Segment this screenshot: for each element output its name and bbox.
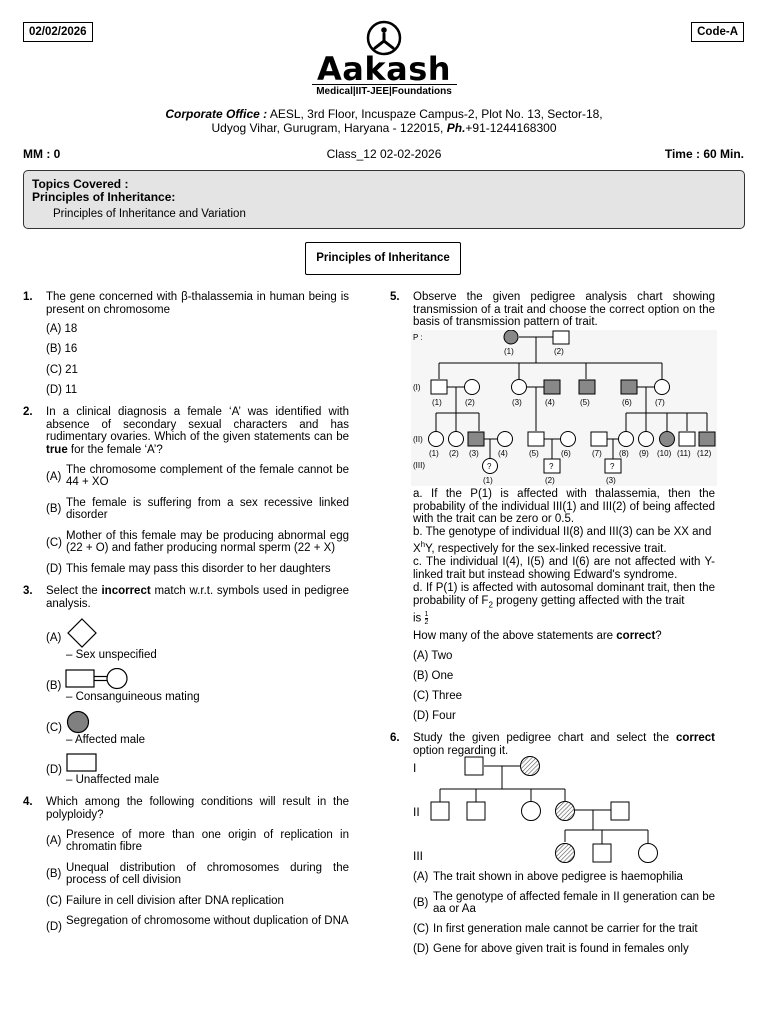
q6-option-a-label[interactable]: (A) [413,871,429,883]
q3-option-a-text[interactable]: – Sex unspecified [66,649,157,661]
q1-option-b[interactable]: (B) 16 [46,343,78,355]
unaffected-male-square-icon [66,753,98,776]
svg-text:(4): (4) [498,449,508,458]
q4-option-b-text[interactable]: Unequal distribution of chromosomes during the process of cell division [66,862,349,886]
q2-option-d-label[interactable]: (D) [46,563,62,575]
svg-text:(2): (2) [449,449,459,458]
q6-text: Study the given pedigree chart and select the correct option regarding it. [413,732,715,757]
svg-text:(5): (5) [580,398,590,407]
q4-option-a-label[interactable]: (A) [46,835,62,847]
q4-text: Which among the following conditions will result in the polyploidy? [46,796,349,821]
q1-number: 1. [23,291,33,303]
date-badge [23,22,93,42]
q3-option-a-label[interactable]: (A) [46,632,62,644]
q3-text: Select the incorrect match w.r.t. symbols used in pedigree analysis. [46,585,349,610]
fraction-numerator: 1 [424,611,429,618]
q6-option-c-label[interactable]: (C) [413,923,429,935]
svg-text:?: ? [487,462,492,471]
q6-option-a-text[interactable]: The trait shown in above pedigree is haemophilia [433,871,683,883]
q5-option-b[interactable]: (B) One [413,670,454,682]
q6-option-c-text[interactable]: In first generation male cannot be carrier for the trait [433,923,698,935]
svg-text:(1): (1) [504,347,514,356]
svg-text:(III): (III) [413,461,425,470]
q3-number: 3. [23,585,33,597]
office-address2: Udyog Vihar, Gurugram, Haryana - 122015, [211,121,447,135]
svg-text:P :: P : [413,333,423,342]
q5-text: Observe the given pedigree analysis chart showing transmission of a trait and choose the correct option on the basis of transmission pattern of trait. [413,291,715,328]
q1-text: The gene concerned with β-thalassemia in human being is present on chromosome [46,291,349,316]
svg-text:(1): (1) [429,449,439,458]
office-address1: AESL, 3rd Floor, Incuspaze Campus-2, Plot No. 13, Sector-18, [267,107,603,121]
q1-option-c[interactable]: (C) 21 [46,364,78,376]
q5-statement-b1: b. The genotype of individual II(8) and III(3) can be XX and [413,526,712,538]
q2-option-b-text[interactable]: The female is suffering from a sex recessive linked disorder [66,497,349,521]
q5-statement-b2: $X^hY$, respectively for the sex-linked recessive trait. [413,540,667,555]
svg-text:(I): (I) [413,383,421,392]
q5-statement-d2: is $\frac{1}{2}$ [413,611,429,626]
q5-option-d[interactable]: (D) Four [413,710,456,722]
corporate-office-line1 [84,107,684,121]
svg-text:(5): (5) [529,449,539,458]
section-title: Principles of Inheritance [305,242,461,275]
svg-text:(1): (1) [432,398,442,407]
q4-option-c-text[interactable]: Failure in cell division after DNA replication [66,895,284,907]
q2-option-c-label[interactable]: (C) [46,537,62,549]
svg-text:(7): (7) [655,398,665,407]
svg-text:(1): (1) [483,476,493,485]
class-label: Class_12 02-02-2026 [326,147,442,161]
svg-text:(3): (3) [469,449,479,458]
q3-option-d-label[interactable]: (D) [46,764,62,776]
svg-text:?: ? [549,462,554,471]
phone-label: Ph. [446,121,466,135]
fraction-denominator: 2 [424,619,429,626]
svg-text:?: ? [610,462,615,471]
max-marks: MM : 0 [23,147,61,161]
q4-option-c-label[interactable]: (C) [46,895,62,907]
svg-text:(7): (7) [592,449,602,458]
svg-text:II: II [413,805,420,819]
svg-text:(3): (3) [512,398,522,407]
svg-text:(2): (2) [465,398,475,407]
affected-female-icon [66,710,90,737]
code-text: Code-A [697,26,738,38]
q2-text: In a clinical diagnosis a female ‘A’ was identified with absence of secondary sexual characters and has rudimentary ovaries. Which of the given statements can be true for the female ‘A’? [46,406,349,456]
topics-label: Topics Covered : [32,177,129,191]
q5-option-c[interactable]: (C) Three [413,690,462,702]
q6-option-d-label[interactable]: (D) [413,943,429,955]
topics-box [23,170,745,229]
svg-text:(6): (6) [561,449,571,458]
q3-option-c-label[interactable]: (C) [46,722,62,734]
q5-statement-c: c. The individual I(4), I(5) and I(6) are not affected with Y-linked trait but instead showing Edward's syndrome. [413,556,715,581]
q1-option-a[interactable]: (A) 18 [46,323,78,335]
q6-option-b-label[interactable]: (B) [413,897,429,909]
q4-number: 4. [23,796,33,808]
code-badge [691,22,744,42]
topics-item: Principles of Inheritance and Variation [53,208,246,220]
svg-text:(11): (11) [677,449,691,458]
q5-statement-a: a. If the P(1) is affected with thalassemia, then the probability of the individual III(1) and III(2) of being affected with the trait can be zero or 0.5. [413,488,715,525]
q2-number: 2. [23,406,33,418]
q4-option-d-label[interactable]: (D) [46,921,62,933]
svg-text:(6): (6) [622,398,632,407]
office-label: Corporate Office : [165,107,268,121]
q3-option-b-label[interactable]: (B) [46,680,62,692]
q5-pedigree-chart [411,330,717,489]
q2-option-a-text[interactable]: The chromosome complement of the female cannot be 44 + XO [66,464,349,488]
q2-option-b-label[interactable]: (B) [46,503,62,515]
q4-option-d-text[interactable]: Segregation of chromosome without duplication of DNA [66,915,349,927]
q3-option-c-text[interactable]: – Affected male [66,734,146,746]
q3-option-d-text[interactable]: – Unaffected male [66,774,160,786]
brand-tagline: Medical|IIT-JEE|Foundations [316,86,452,97]
q5-ask: How many of the above statements are correct? [413,630,662,642]
svg-text:(2): (2) [554,347,564,356]
corporate-office-line2 [84,121,684,135]
q6-option-d-text[interactable]: Gene for above given trait is found in females only [433,943,689,955]
svg-text:I: I [413,761,417,775]
svg-text:(2): (2) [545,476,555,485]
q4-option-a-text[interactable]: Presence of more than one origin of replication in chromatin fibre [66,829,349,853]
svg-text:(10): (10) [657,449,672,458]
q5-option-a[interactable]: (A) Two [413,650,453,662]
svg-text:(9): (9) [639,449,649,458]
q1-option-d[interactable]: (D) 11 [46,384,78,396]
office-phone: +91-1244168300 [465,121,557,135]
diamond-symbol-icon [66,618,98,651]
q3-option-b-text[interactable]: – Consanguineous mating [66,691,200,703]
q5-number: 5. [390,291,400,303]
q6-pedigree-chart [410,752,670,870]
brand-name: Aakash [316,50,452,88]
q6-number: 6. [390,732,400,744]
svg-text:(II): (II) [413,435,423,444]
svg-text:(12): (12) [697,449,712,458]
svg-text:III: III [413,849,424,863]
consanguineous-mating-icon [65,668,129,693]
svg-text:(4): (4) [545,398,555,407]
q2-option-d-text[interactable]: This female may pass this disorder to her daughters [66,563,331,575]
time-label: Time : 60 Min. [664,147,744,161]
topics-heading: Principles of Inheritance: [32,190,176,204]
svg-text:(3): (3) [606,476,616,485]
q5-statement-d: d. If P(1) is affected with autosomal dominant trait, then the probability of $F_2$ progeny getting affected with the trait [413,582,715,609]
svg-text:(8): (8) [619,449,629,458]
q6-option-b-text[interactable]: The genotype of affected female in II generation can be aa or Aa [433,891,715,915]
q2-option-c-text[interactable]: Mother of this female may be producing abnormal egg (22 + O) and father producing normal sperm (22 + X) [66,530,349,554]
q4-option-b-label[interactable]: (B) [46,868,62,880]
date-text: 02/02/2026 [29,26,87,38]
q2-option-a-label[interactable]: (A) [46,471,62,483]
